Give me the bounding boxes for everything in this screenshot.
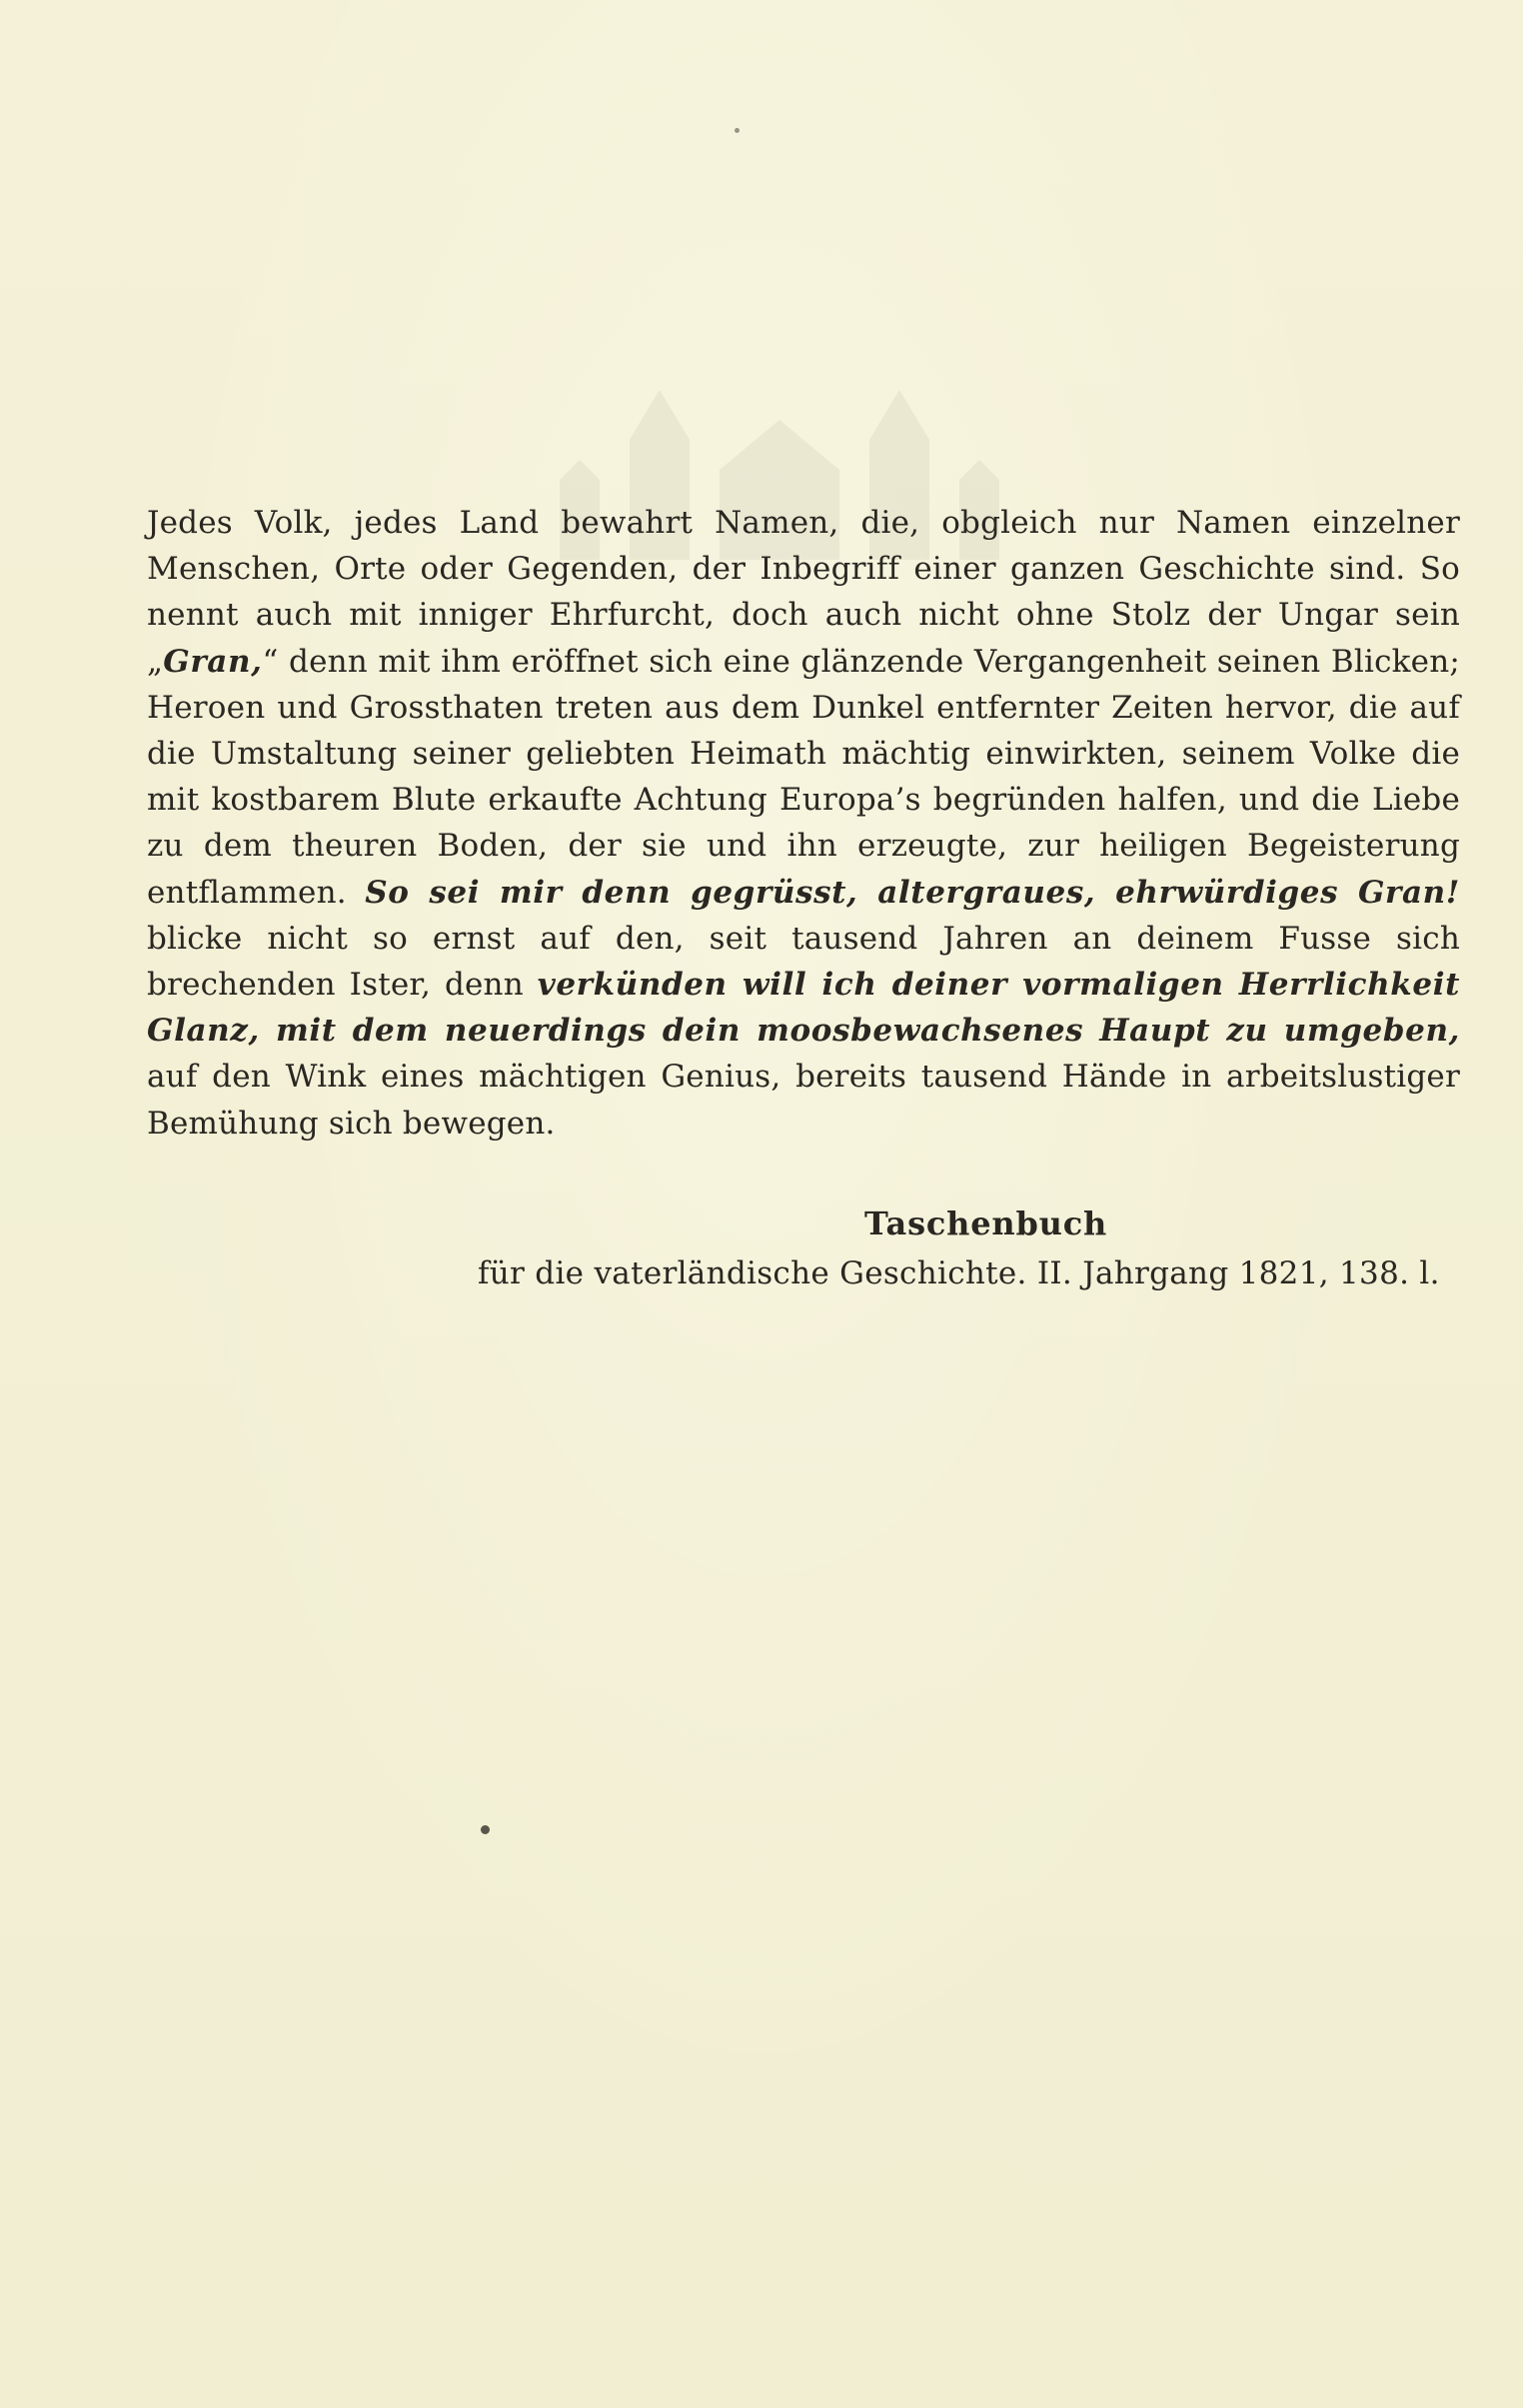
quote-segment-4-italic: So sei mir denn gegrüsst, altergraues, ehrwürdiges Gran!: [365, 874, 1460, 911]
quote-paragraph: [147, 500, 1460, 1147]
source-citation: für die vaterländische Geschichte. II. Jahrgang 1821, 138. l.: [478, 1255, 1440, 1291]
ink-speck: [735, 128, 740, 133]
ink-speck: [481, 1825, 490, 1834]
quote-segment-6-italic: verkünden will ich deiner vormaligen Herrlichkeit Glanz, mit dem neuerdings dein moosbewachsenes Haupt zu umgeben,: [147, 967, 1460, 1050]
quote-segment-7: auf den Wink eines mächtigen Genius, bereits tausend Hände in arbeitslustiger Bemühung sich bewegen.: [147, 1059, 1460, 1142]
quote-segment-5: blicke nicht so ernst auf den, seit tausend Jahren an deinem Fusse sich brechenden Ister, denn: [147, 920, 1460, 1004]
quote-segment-1: Jedes Volk, jedes Land bewahrt Namen, die, obgleich nur Namen einzelner Menschen, Orte oder Gegenden, der Inbegriff einer ganzen Geschichte sind. So nennt auch mit inniger Ehrfurcht, doch auch nicht ohne Stolz der Ungar sein „: [147, 505, 1460, 680]
quote-segment-2-italic: Gran,: [163, 643, 263, 680]
quote-segment-3: “ denn mit ihm eröffnet sich eine glänzende Vergangenheit seinen Blicken; Heroen und Grossthaten treten aus dem Dunkel entfernter Zeiten hervor, die auf die Umstaltung seiner geliebten Heimath mächtig einwirkten, seinem Volke die mit kostbarem Blute erkaufte Achtung Europa’s begründen halfen, und die Liebe zu dem theuren Boden, der sie und ihn erzeugte, zur heiligen Begeisterung entflammen.: [147, 643, 1460, 911]
source-title: Taschenbuch: [864, 1204, 1108, 1242]
